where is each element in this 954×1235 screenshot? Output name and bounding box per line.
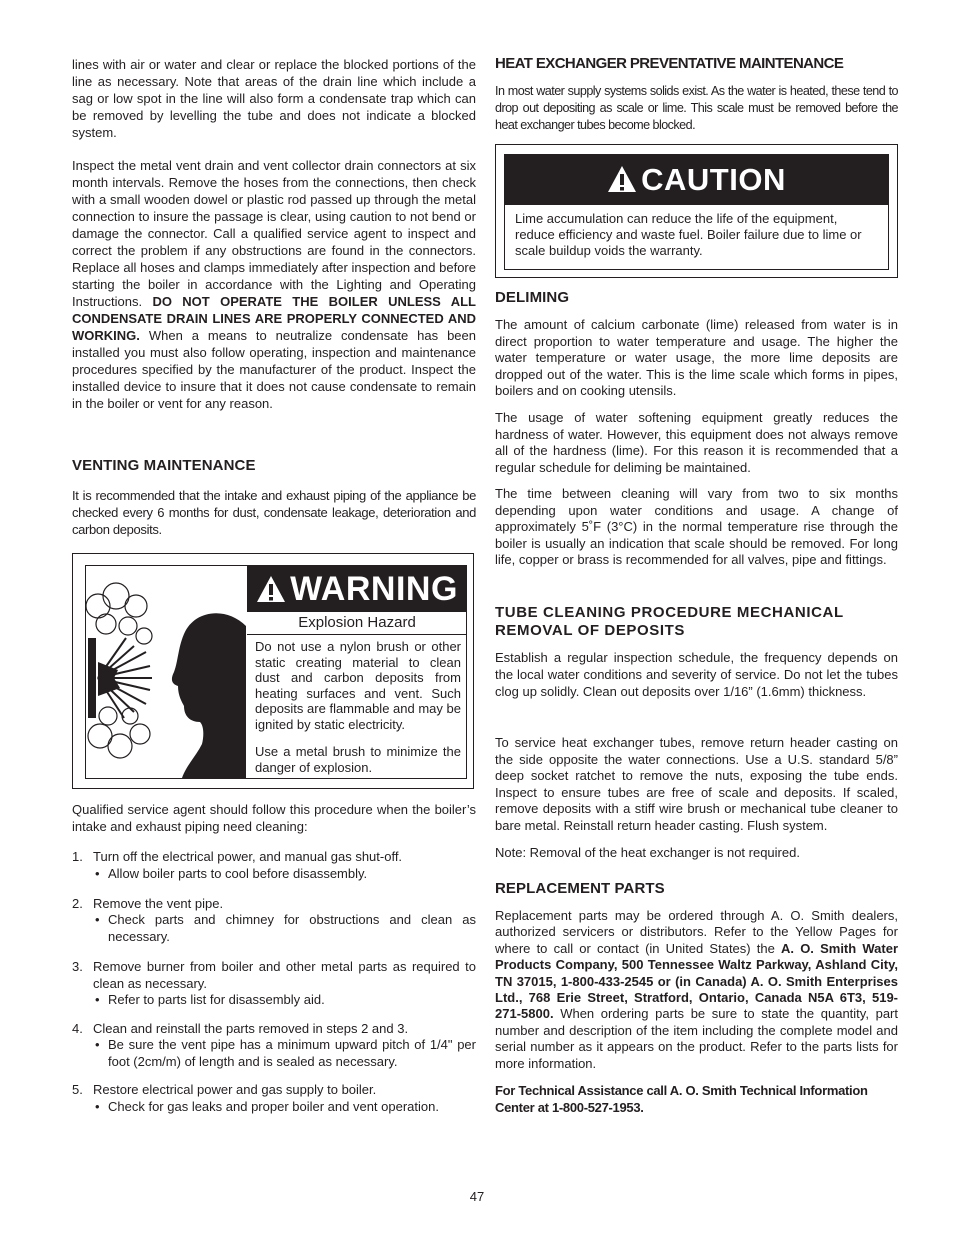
deliming-paragraph-2 bbox=[495, 410, 898, 476]
caution-label bbox=[504, 154, 889, 270]
step-number: 5. bbox=[72, 1082, 83, 1097]
warning-body: Do not use a nylon brush or other static creating material to clean dust and carbon deposits from heating surfaces and vent. Such deposits are flammable and may be ignited by static electricity. bbox=[255, 639, 461, 732]
deliming-text-2: The usage of water softening equipment greatly reduces the hardness of water. However, this equipment does not always remove all of the hardness (lime). For this reason it is recommended that a regular schedule for deliming be maintained. bbox=[495, 410, 898, 475]
replacement-parts-paragraph bbox=[495, 908, 898, 1072]
step-text: Remove burner from boiler and other metal parts as required to clean as necessary. bbox=[93, 959, 476, 991]
warning-title: WARNING bbox=[290, 570, 458, 608]
venting-paragraph bbox=[72, 487, 476, 538]
tube-cleaning-heading: TUBE CLEANING PROCEDURE MECHANICAL REMOVAL OF DEPOSITS bbox=[495, 604, 844, 639]
warning-label bbox=[85, 565, 467, 779]
replacement-intro-text: Replacement parts may be ordered through A. O. Smith dealers, authorized servicers or distributors. Refer to the Yellow Pages for where to call or contact (in United States) the bbox=[495, 908, 898, 956]
caution-body: Lime accumulation can reduce the life of the equipment, reduce efficiency and waste fuel. Boiler failure due to lime or scale buildup voids the warranty. bbox=[515, 211, 862, 258]
warning-text-panel bbox=[247, 566, 467, 778]
inspection-text: Inspect the metal vent drain and vent collector drain connectors at six month intervals. Remove the hoses from the connections, then check with a small wooden dowel or plastic rod passed up through the metal connection to insure the passage is clear, using caution to not bend or damage the connector. Call a qualified service agent to inspect and correct the problem if any obstructions are found in the connectors. Replace all hoses and clamps immediately after inspection and before starting the boiler in accordance with the Lighting and Operating Instructions. bbox=[72, 158, 476, 309]
explosion-hazard-illustration bbox=[86, 566, 246, 778]
bullet-text: Check parts and chimney for obstructions and clean as necessary. bbox=[108, 912, 476, 944]
tube-cleaning-paragraph-1: Establish a regular inspection schedule, the frequency depends on the local water conditions and severity of service. Do not let the tubes clog up solidly. Clean out deposits over 1/16” (1.6mm) thickness. bbox=[495, 650, 898, 699]
company-contact-info: A. O. Smith Water Products Company, 500 Tennessee Waltz Parkway, Ashland City, TN 37015, 1-800-433-2545 or (in Canada) A. O. Smith Enterprises Ltd., 768 Erie Street, Stratford, Ontario, Canada N5A 6T3, 519-271-5800. bbox=[495, 940, 899, 1022]
step-number: 1. bbox=[72, 849, 83, 864]
caution-title: CAUTION bbox=[641, 162, 786, 197]
warning-title-bar bbox=[247, 566, 467, 612]
step-text: Remove the vent pipe. bbox=[93, 896, 224, 911]
warning-triangle-icon bbox=[256, 575, 286, 603]
caution-title-bar bbox=[505, 155, 888, 205]
step-number: 3. bbox=[72, 959, 83, 974]
warning-subtitle: Explosion Hazard bbox=[247, 612, 467, 635]
step-number: 4. bbox=[72, 1021, 83, 1036]
do-not-operate-warning: DO NOT OPERATE THE BOILER UNLESS ALL CONDENSATE DRAIN LINES ARE PROPERLY CONNECTED AND WORKING. bbox=[72, 294, 476, 343]
bullet-text: Check for gas leaks and proper boiler and vent operation. bbox=[108, 1099, 439, 1114]
warning-box bbox=[72, 553, 474, 789]
step-text: Clean and reinstall the parts removed in steps 2 and 3. bbox=[93, 1021, 409, 1036]
agent-procedure-paragraph: Qualified service agent should follow this procedure when the boiler’s intake and exhaust piping need cleaning: bbox=[72, 802, 476, 834]
caution-triangle-icon bbox=[607, 165, 637, 193]
venting-maintenance-heading: VENTING MAINTENANCE bbox=[72, 457, 256, 474]
ordering-instructions: When ordering parts be sure to state the quantity, part number and description of the item including the complete model and serial number as it appears on the product. Refer to the parts lists for more information. bbox=[495, 1006, 898, 1071]
heat-exchanger-note: Note: Removal of the heat exchanger is not required. bbox=[495, 845, 800, 860]
deliming-paragraph-3: The time between cleaning will vary from two to six months depending upon water conditions and usage. A change of approximately 5˚F (3°C) in the normal temperature rise through the boiler is usually an indication that scale should be removed. For long life, copper or brass is recommended for all valves, pipe and fittings. bbox=[495, 486, 898, 568]
step-text: Restore electrical power and gas supply to boiler. bbox=[93, 1082, 377, 1097]
bullet-text: Allow boiler parts to cool before disassembly. bbox=[108, 866, 368, 881]
warning-body-2: Use a metal brush to minimize the danger of explosion. bbox=[255, 744, 461, 775]
technical-assistance-note: For Technical Assistance call A. O. Smith Technical Information Center at 1-800-527-1953. bbox=[495, 1083, 868, 1115]
replacement-parts-heading: REPLACEMENT PARTS bbox=[495, 880, 665, 897]
page-number: 47 bbox=[469, 1189, 485, 1204]
bullet-text: Be sure the vent pipe has a minimum upward pitch of 1/4" per foot (2cm/m) of length and is sealed as necessary. bbox=[108, 1037, 476, 1069]
step-number: 2. bbox=[72, 896, 83, 911]
bullet-text: Refer to parts list for disassembly aid. bbox=[108, 992, 325, 1007]
venting-text: It is recommended that the intake and exhaust piping of the appliance be checked every 6 months for dust, condensate leakage, deterioration and carbon deposits. bbox=[72, 488, 476, 537]
step-bullet: • Allow boiler parts to cool before disassembly. bbox=[93, 865, 476, 882]
drain-line-paragraph: lines with air or water and clear or replace the blocked portions of the line as necessary. Note that areas of the drain line which include a sag or low spot in the line will also form a condensate trap which can be removed by levelling the tube and does not indicate a blocked system. bbox=[72, 57, 476, 140]
heat-exchanger-paragraph: In most water supply systems solids exist. As the water is heated, these tend to drop out depositing as scale or lime. This scale must be removed before the heat exchanger tubes become blocked. bbox=[495, 84, 898, 132]
step-text: Turn off the electrical power, and manual gas shut-off. bbox=[93, 849, 403, 864]
vent-drain-inspection-paragraph bbox=[72, 157, 476, 412]
caution-box bbox=[495, 144, 898, 278]
tube-cleaning-paragraph-2: To service heat exchanger tubes, remove return header casting on the side opposite the water connections. Use a U.S. standard 5/8” deep socket ratchet to remove the nuts, exposing the tube ends. Inspect to ensure tubes are free of scale and deposits. If scaled, remove deposits with a stiff wire brush or mechanical tube cleaner to bare metal. Reinstall return header casting. Flush system. bbox=[495, 735, 898, 833]
neutralize-text: When a means to neutralize condensate has been installed you must also follow operating, inspection and maintenance procedures specified by the manufacturer of the product. Inspect the installed device to insure that it does not cause condensate to remain in the boiler or vent for any reason. bbox=[72, 328, 476, 411]
deliming-paragraph-1: The amount of calcium carbonate (lime) released from water is in direct proportion to water temperature and usage. The higher the water temperature or water usage, the more lime deposits are dropped out of the water. This is the lime scale which forms in pipes, boilers and on cooking utensils. bbox=[495, 317, 898, 399]
deliming-heading: DELIMING bbox=[495, 289, 570, 306]
heat-exchanger-heading: HEAT EXCHANGER PREVENTATIVE MAINTENANCE bbox=[495, 55, 844, 72]
